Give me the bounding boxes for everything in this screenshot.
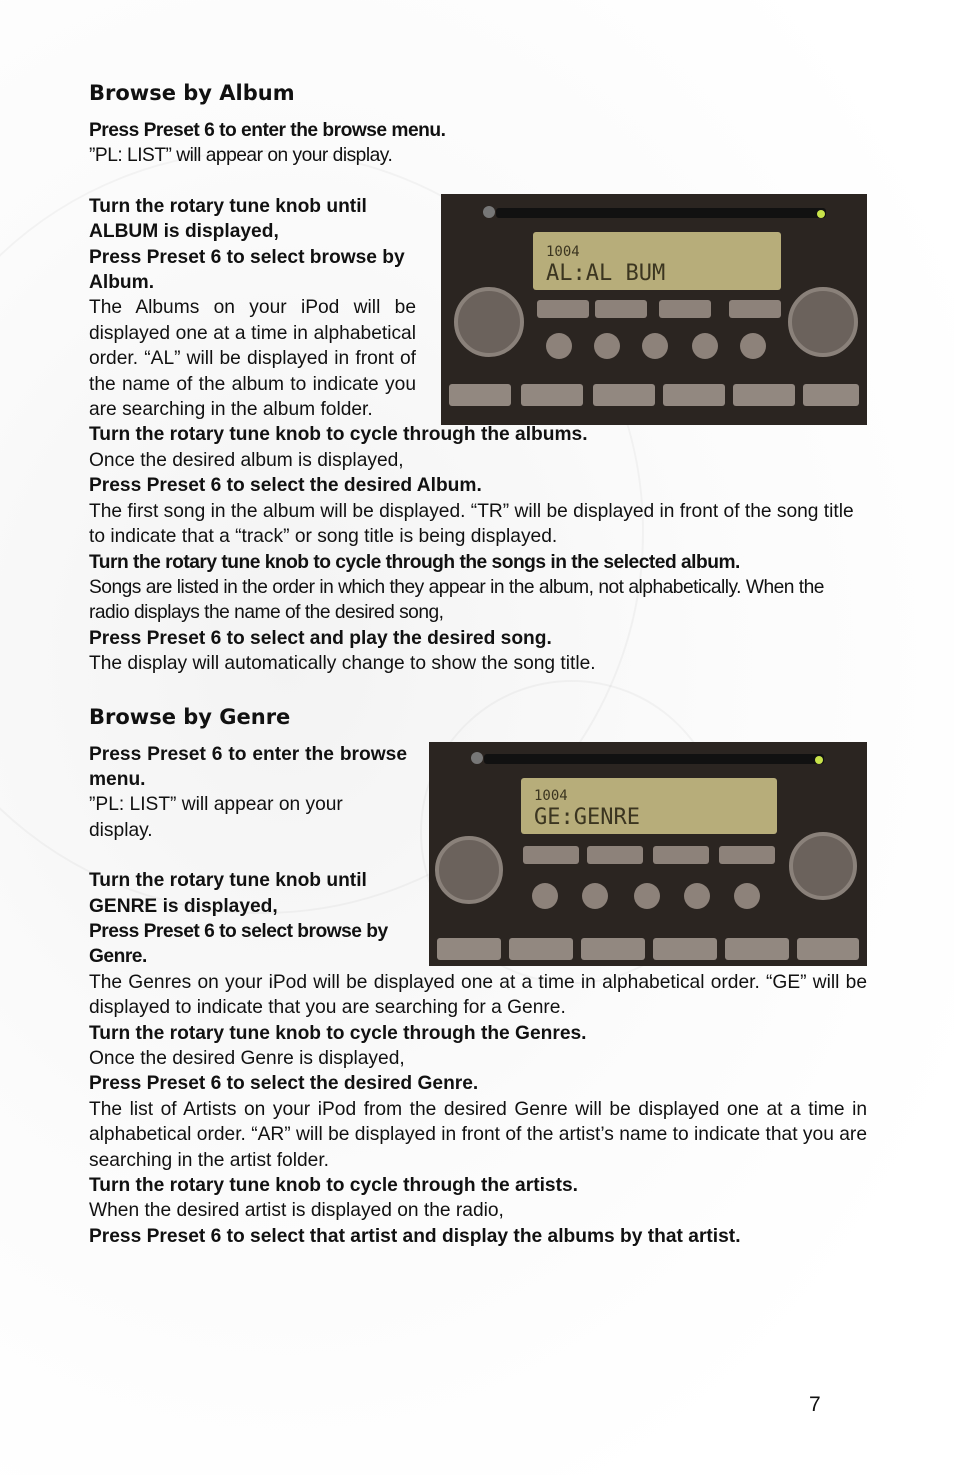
lcd-main-text: GE:GENRE [534, 804, 640, 830]
album-step-cycle-songs: Turn the rotary tune knob to cycle through the songs in the selected album. [89, 551, 740, 573]
genre-step-select-browse: Press Preset 6 to select browse by Genre. [89, 920, 388, 968]
genre-step-enter-menu-result: ”PL: LIST” will appear on your display. [89, 794, 343, 841]
lcd-top-text: 1004 [534, 787, 568, 804]
lcd-top-text: 1004 [546, 243, 580, 260]
genre-step-select-browse-result: The Genres on your iPod will be displayed one at a time in alphabetical order. “GE” will be displayed to indicate that you are searching for a Genre. [89, 971, 867, 1019]
album-step-select-album-result: The first song in the album will be displayed. “TR” will be displayed in front of the song title to indicate that a “track” or song title is being displayed. [89, 500, 854, 548]
radio-illustration [429, 742, 867, 966]
genre-step-select-artist: Press Preset 6 to select that artist and display the albums by that artist. [89, 1225, 741, 1247]
genre-step-cycle-artists: Turn the rotary tune knob to cycle through the artists. [89, 1175, 578, 1197]
genre-figure-row [89, 742, 867, 970]
section-title-album: Browse by Album [89, 81, 295, 105]
page-content [89, 78, 867, 1249]
genre-step-cycle-genres-result: Once the desired Genre is displayed, [89, 1048, 405, 1069]
album-step-select-album: Press Preset 6 to select the desired Album. [89, 475, 482, 497]
radio-image-album [441, 194, 867, 425]
genre-step-cycle-genres: Turn the rotary tune knob to cycle through the Genres. [89, 1022, 587, 1044]
album-step-turn-knob: Turn the rotary tune knob until ALBUM is displayed, [89, 195, 367, 243]
genre-step-enter-menu: Press Preset 6 to enter the browse menu. [89, 743, 407, 790]
eject-icon [483, 206, 495, 218]
section-title-genre: Browse by Genre [89, 704, 291, 729]
tune-knob [790, 289, 856, 355]
power-led-icon [815, 756, 823, 764]
album-step-play-song-result: The display will automatically change to show the song title. [89, 653, 596, 675]
genre-step-select-genre-result: The list of Artists on your iPod from the desired Genre will be displayed one at a time in alphabetical order. “AR” will be displayed in front of the artist’s name to indicate that you are searching in the artist folder. [89, 1098, 867, 1171]
genre-step-cycle-artists-result: When the desired artist is displayed on the radio, [89, 1200, 504, 1222]
page-number: 7 [809, 1393, 821, 1416]
album-step-enter-menu-result: ”PL: LIST” will appear on your display. [89, 145, 393, 167]
volume-knob [456, 289, 522, 355]
radio-image-genre [429, 742, 867, 966]
album-figure-row [89, 194, 867, 423]
genre-step-select-genre: Press Preset 6 to select the desired Genre. [89, 1073, 479, 1095]
album-step-cycle-albums-result: Once the desired album is displayed, [89, 449, 404, 471]
eject-icon [471, 752, 483, 764]
album-step-select-browse-result: The Albums on your iPod will be displayed one at a time in alphabetical order. “AL” will be displayed in front of the name of the album to indicate you are searching in the album folder. [89, 297, 416, 421]
genre-step-turn-knob: Turn the rotary tune knob until GENRE is displayed, [89, 870, 367, 917]
radio-illustration [441, 194, 867, 425]
album-step-select-browse: Press Preset 6 to select browse by Album. [89, 246, 405, 294]
power-led-icon [817, 210, 825, 218]
album-step-play-song: Press Preset 6 to select and play the desired song. [89, 627, 552, 649]
volume-knob [437, 838, 501, 902]
album-step-cycle-albums: Turn the rotary tune knob to cycle through the albums. [89, 424, 588, 446]
album-step-enter-menu: Press Preset 6 to enter the browse menu. [89, 120, 446, 141]
tune-knob [791, 834, 855, 898]
lcd-main-text: AL:AL BUM [546, 260, 666, 286]
album-step-cycle-songs-result: Songs are listed in the order in which they appear in the album, not alphabetically. When the radio displays the name of the desired song, [89, 576, 824, 624]
